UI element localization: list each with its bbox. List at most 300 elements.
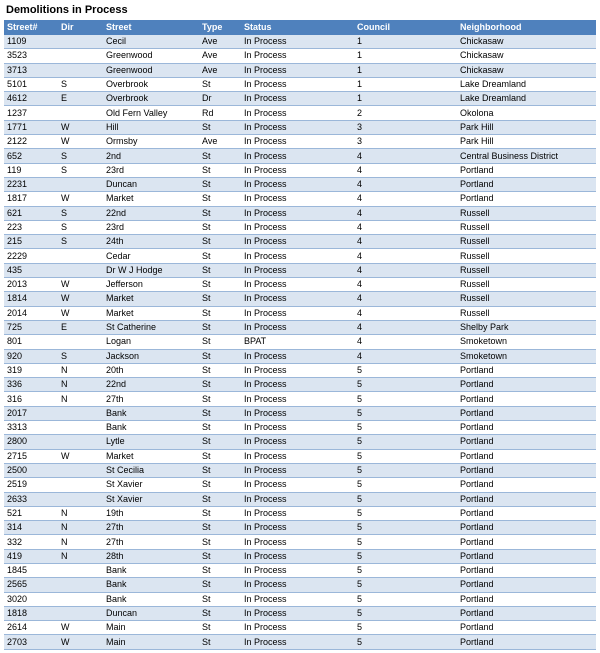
street-number-cell: 316	[4, 392, 58, 406]
column-header-dir: Dir	[58, 20, 103, 35]
status-cell: In Process	[241, 463, 354, 477]
street-cell: Bank	[103, 563, 199, 577]
dir-cell	[58, 592, 103, 606]
street-number-cell: 652	[4, 149, 58, 163]
status-cell: In Process	[241, 120, 354, 134]
neighborhood-cell: Portland	[457, 406, 596, 420]
street-number-cell: 435	[4, 263, 58, 277]
neighborhood-cell: Portland	[457, 492, 596, 506]
neighborhood-cell: Portland	[457, 521, 596, 535]
street-number-cell: 521	[4, 506, 58, 520]
neighborhood-cell: Chickasaw	[457, 63, 596, 77]
dir-cell: S	[58, 206, 103, 220]
neighborhood-cell: Russell	[457, 249, 596, 263]
status-cell: BPAT	[241, 335, 354, 349]
status-cell: In Process	[241, 421, 354, 435]
type-cell: Dr	[199, 92, 241, 106]
street-cell: Jackson	[103, 349, 199, 363]
table-row	[4, 406, 596, 420]
type-cell: St	[199, 306, 241, 320]
status-cell: In Process	[241, 106, 354, 120]
status-cell: In Process	[241, 235, 354, 249]
column-header-street: Street	[103, 20, 199, 35]
street-cell: Bank	[103, 578, 199, 592]
dir-cell	[58, 478, 103, 492]
status-cell: In Process	[241, 392, 354, 406]
table-row	[4, 349, 596, 363]
council-cell: 1	[354, 63, 457, 77]
dir-cell	[58, 421, 103, 435]
street-number-cell: 621	[4, 206, 58, 220]
neighborhood-cell: Portland	[457, 192, 596, 206]
street-number-cell: 319	[4, 363, 58, 377]
type-cell: St	[199, 220, 241, 234]
demolitions-table	[4, 20, 596, 650]
status-cell: In Process	[241, 149, 354, 163]
council-cell: 5	[354, 506, 457, 520]
council-cell: 5	[354, 478, 457, 492]
neighborhood-cell: Portland	[457, 392, 596, 406]
street-cell: Overbrook	[103, 92, 199, 106]
street-cell: Duncan	[103, 177, 199, 191]
street-number-cell: 419	[4, 549, 58, 563]
status-cell: In Process	[241, 478, 354, 492]
type-cell: St	[199, 378, 241, 392]
neighborhood-cell: Portland	[457, 506, 596, 520]
street-cell: Dr W J Hodge	[103, 263, 199, 277]
street-cell: 20th	[103, 363, 199, 377]
street-number-cell: 2014	[4, 306, 58, 320]
council-cell: 5	[354, 435, 457, 449]
status-cell: In Process	[241, 92, 354, 106]
status-cell: In Process	[241, 77, 354, 91]
neighborhood-cell: Park Hill	[457, 120, 596, 134]
dir-cell: W	[58, 120, 103, 134]
neighborhood-cell: Portland	[457, 163, 596, 177]
table-row	[4, 135, 596, 149]
council-cell: 5	[354, 521, 457, 535]
street-cell: Greenwood	[103, 63, 199, 77]
status-cell: In Process	[241, 306, 354, 320]
dir-cell	[58, 249, 103, 263]
dir-cell: W	[58, 192, 103, 206]
status-cell: In Process	[241, 249, 354, 263]
council-cell: 4	[354, 206, 457, 220]
dir-cell: N	[58, 392, 103, 406]
dir-cell	[58, 563, 103, 577]
table-row	[4, 578, 596, 592]
dir-cell	[58, 578, 103, 592]
street-number-cell: 2122	[4, 135, 58, 149]
type-cell: St	[199, 549, 241, 563]
neighborhood-cell: Portland	[457, 621, 596, 635]
street-number-cell: 1237	[4, 106, 58, 120]
street-cell: Old Fern Valley	[103, 106, 199, 120]
street-number-cell: 336	[4, 378, 58, 392]
table-row	[4, 535, 596, 549]
council-cell: 5	[354, 549, 457, 563]
street-cell: Logan	[103, 335, 199, 349]
neighborhood-cell: Portland	[457, 535, 596, 549]
council-cell: 4	[354, 292, 457, 306]
street-number-cell: 1814	[4, 292, 58, 306]
neighborhood-cell: Portland	[457, 549, 596, 563]
neighborhood-cell: Russell	[457, 263, 596, 277]
street-cell: Bank	[103, 421, 199, 435]
council-cell: 3	[354, 120, 457, 134]
street-cell: Cedar	[103, 249, 199, 263]
neighborhood-cell: Portland	[457, 635, 596, 649]
dir-cell: S	[58, 163, 103, 177]
street-cell: Greenwood	[103, 49, 199, 63]
street-number-cell: 1109	[4, 35, 58, 49]
street-number-cell: 2633	[4, 492, 58, 506]
type-cell: St	[199, 149, 241, 163]
street-cell: Market	[103, 449, 199, 463]
table-row	[4, 492, 596, 506]
type-cell: St	[199, 621, 241, 635]
street-number-cell: 3523	[4, 49, 58, 63]
neighborhood-cell: Chickasaw	[457, 49, 596, 63]
table-row	[4, 449, 596, 463]
type-cell: St	[199, 320, 241, 334]
status-cell: In Process	[241, 63, 354, 77]
status-cell: In Process	[241, 606, 354, 620]
dir-cell: S	[58, 220, 103, 234]
type-cell: St	[199, 449, 241, 463]
council-cell: 5	[354, 621, 457, 635]
table-row	[4, 206, 596, 220]
type-cell: St	[199, 335, 241, 349]
street-number-cell: 3713	[4, 63, 58, 77]
street-cell: 27th	[103, 535, 199, 549]
column-header-council: Council	[354, 20, 457, 35]
type-cell: St	[199, 492, 241, 506]
type-cell: St	[199, 463, 241, 477]
street-cell: 19th	[103, 506, 199, 520]
status-cell: In Process	[241, 406, 354, 420]
table-row	[4, 435, 596, 449]
dir-cell: E	[58, 320, 103, 334]
dir-cell	[58, 177, 103, 191]
council-cell: 5	[354, 535, 457, 549]
street-number-cell: 332	[4, 535, 58, 549]
status-cell: In Process	[241, 563, 354, 577]
council-cell: 1	[354, 49, 457, 63]
dir-cell: N	[58, 549, 103, 563]
column-header-neighborhood: Neighborhood	[457, 20, 596, 35]
neighborhood-cell: Portland	[457, 606, 596, 620]
neighborhood-cell: Portland	[457, 363, 596, 377]
status-cell: In Process	[241, 177, 354, 191]
page-title: Demolitions in Process	[6, 4, 128, 16]
table-row	[4, 392, 596, 406]
type-cell: St	[199, 235, 241, 249]
status-cell: In Process	[241, 592, 354, 606]
dir-cell	[58, 435, 103, 449]
status-cell: In Process	[241, 278, 354, 292]
council-cell: 1	[354, 92, 457, 106]
street-number-cell: 215	[4, 235, 58, 249]
type-cell: St	[199, 278, 241, 292]
header-row	[4, 20, 596, 35]
table-row	[4, 220, 596, 234]
table-row	[4, 263, 596, 277]
type-cell: St	[199, 349, 241, 363]
street-cell: 28th	[103, 549, 199, 563]
neighborhood-cell: Portland	[457, 449, 596, 463]
dir-cell: S	[58, 235, 103, 249]
table-row	[4, 335, 596, 349]
street-cell: Ormsby	[103, 135, 199, 149]
table-row	[4, 77, 596, 91]
neighborhood-cell: Shelby Park	[457, 320, 596, 334]
council-cell: 3	[354, 135, 457, 149]
dir-cell	[58, 63, 103, 77]
type-cell: St	[199, 249, 241, 263]
status-cell: In Process	[241, 320, 354, 334]
neighborhood-cell: Chickasaw	[457, 35, 596, 49]
type-cell: St	[199, 521, 241, 535]
street-number-cell: 2703	[4, 635, 58, 649]
council-cell: 4	[354, 235, 457, 249]
type-cell: St	[199, 292, 241, 306]
street-number-cell: 314	[4, 521, 58, 535]
council-cell: 5	[354, 392, 457, 406]
council-cell: 4	[354, 335, 457, 349]
status-cell: In Process	[241, 535, 354, 549]
street-number-cell: 920	[4, 349, 58, 363]
table-row	[4, 306, 596, 320]
dir-cell	[58, 35, 103, 49]
council-cell: 5	[354, 421, 457, 435]
street-cell: Hill	[103, 120, 199, 134]
neighborhood-cell: Portland	[457, 563, 596, 577]
street-cell: Duncan	[103, 606, 199, 620]
status-cell: In Process	[241, 363, 354, 377]
status-cell: In Process	[241, 49, 354, 63]
street-cell: 22nd	[103, 378, 199, 392]
council-cell: 4	[354, 263, 457, 277]
neighborhood-cell: Okolona	[457, 106, 596, 120]
dir-cell: N	[58, 378, 103, 392]
street-number-cell: 2715	[4, 449, 58, 463]
type-cell: St	[199, 578, 241, 592]
type-cell: St	[199, 263, 241, 277]
status-cell: In Process	[241, 621, 354, 635]
neighborhood-cell: Portland	[457, 578, 596, 592]
table-body	[4, 35, 596, 650]
dir-cell: W	[58, 449, 103, 463]
status-cell: In Process	[241, 263, 354, 277]
type-cell: St	[199, 363, 241, 377]
neighborhood-cell: Russell	[457, 206, 596, 220]
street-cell: 27th	[103, 392, 199, 406]
table-row	[4, 378, 596, 392]
type-cell: St	[199, 478, 241, 492]
council-cell: 5	[354, 578, 457, 592]
street-number-cell: 2519	[4, 478, 58, 492]
street-number-cell: 725	[4, 320, 58, 334]
status-cell: In Process	[241, 435, 354, 449]
street-number-cell: 119	[4, 163, 58, 177]
council-cell: 4	[354, 249, 457, 263]
status-cell: In Process	[241, 349, 354, 363]
neighborhood-cell: Smoketown	[457, 349, 596, 363]
street-cell: St Xavier	[103, 492, 199, 506]
table-row	[4, 163, 596, 177]
table-row	[4, 421, 596, 435]
council-cell: 5	[354, 449, 457, 463]
street-cell: Jefferson	[103, 278, 199, 292]
street-number-cell: 223	[4, 220, 58, 234]
type-cell: St	[199, 606, 241, 620]
street-number-cell: 5101	[4, 77, 58, 91]
neighborhood-cell: Russell	[457, 292, 596, 306]
type-cell: Ave	[199, 35, 241, 49]
street-number-cell: 2565	[4, 578, 58, 592]
council-cell: 5	[354, 492, 457, 506]
street-cell: Overbrook	[103, 77, 199, 91]
street-number-cell: 1845	[4, 563, 58, 577]
table-row	[4, 278, 596, 292]
type-cell: St	[199, 592, 241, 606]
neighborhood-cell: Portland	[457, 421, 596, 435]
type-cell: St	[199, 177, 241, 191]
table-row	[4, 606, 596, 620]
council-cell: 5	[354, 378, 457, 392]
street-number-cell: 801	[4, 335, 58, 349]
street-cell: 2nd	[103, 149, 199, 163]
council-cell: 5	[354, 463, 457, 477]
table-row	[4, 521, 596, 535]
type-cell: St	[199, 406, 241, 420]
council-cell: 4	[354, 349, 457, 363]
neighborhood-cell: Lake Dreamland	[457, 77, 596, 91]
street-cell: Market	[103, 192, 199, 206]
neighborhood-cell: Smoketown	[457, 335, 596, 349]
street-cell: St Catherine	[103, 320, 199, 334]
column-header-street-number: Street#	[4, 20, 58, 35]
type-cell: St	[199, 77, 241, 91]
dir-cell	[58, 49, 103, 63]
street-number-cell: 1818	[4, 606, 58, 620]
street-number-cell: 1817	[4, 192, 58, 206]
street-cell: Market	[103, 292, 199, 306]
table-row	[4, 563, 596, 577]
street-cell: Bank	[103, 592, 199, 606]
dir-cell: S	[58, 77, 103, 91]
type-cell: Ave	[199, 135, 241, 149]
street-number-cell: 3020	[4, 592, 58, 606]
street-cell: 23rd	[103, 163, 199, 177]
street-number-cell: 3313	[4, 421, 58, 435]
dir-cell: N	[58, 521, 103, 535]
street-cell: Bank	[103, 406, 199, 420]
table-row	[4, 192, 596, 206]
street-number-cell: 2229	[4, 249, 58, 263]
table-row	[4, 49, 596, 63]
type-cell: St	[199, 435, 241, 449]
dir-cell	[58, 335, 103, 349]
dir-cell	[58, 606, 103, 620]
table-row	[4, 149, 596, 163]
status-cell: In Process	[241, 521, 354, 535]
status-cell: In Process	[241, 578, 354, 592]
neighborhood-cell: Park Hill	[457, 135, 596, 149]
type-cell: Ave	[199, 63, 241, 77]
table-row	[4, 92, 596, 106]
neighborhood-cell: Central Business District	[457, 149, 596, 163]
neighborhood-cell: Portland	[457, 177, 596, 191]
table-row	[4, 506, 596, 520]
dir-cell: N	[58, 506, 103, 520]
dir-cell	[58, 463, 103, 477]
street-number-cell: 2013	[4, 278, 58, 292]
council-cell: 5	[354, 606, 457, 620]
street-cell: 24th	[103, 235, 199, 249]
dir-cell: W	[58, 135, 103, 149]
council-cell: 4	[354, 220, 457, 234]
council-cell: 4	[354, 192, 457, 206]
table-row	[4, 478, 596, 492]
type-cell: St	[199, 120, 241, 134]
table-row	[4, 177, 596, 191]
dir-cell: W	[58, 292, 103, 306]
street-number-cell: 2800	[4, 435, 58, 449]
council-cell: 4	[354, 306, 457, 320]
type-cell: St	[199, 192, 241, 206]
table-row	[4, 363, 596, 377]
dir-cell: S	[58, 149, 103, 163]
table-row	[4, 235, 596, 249]
status-cell: In Process	[241, 163, 354, 177]
council-cell: 1	[354, 77, 457, 91]
status-cell: In Process	[241, 220, 354, 234]
type-cell: St	[199, 206, 241, 220]
table-row	[4, 463, 596, 477]
type-cell: St	[199, 506, 241, 520]
street-number-cell: 4612	[4, 92, 58, 106]
street-number-cell: 2500	[4, 463, 58, 477]
street-cell: St Xavier	[103, 478, 199, 492]
dir-cell: W	[58, 621, 103, 635]
street-number-cell: 2231	[4, 177, 58, 191]
dir-cell: S	[58, 349, 103, 363]
column-header-status: Status	[241, 20, 354, 35]
status-cell: In Process	[241, 35, 354, 49]
street-number-cell: 1771	[4, 120, 58, 134]
status-cell: In Process	[241, 206, 354, 220]
type-cell: St	[199, 535, 241, 549]
neighborhood-cell: Portland	[457, 378, 596, 392]
dir-cell: E	[58, 92, 103, 106]
neighborhood-cell: Russell	[457, 235, 596, 249]
table-row	[4, 120, 596, 134]
neighborhood-cell: Russell	[457, 306, 596, 320]
table-row	[4, 592, 596, 606]
council-cell: 4	[354, 149, 457, 163]
table-row	[4, 549, 596, 563]
street-cell: Market	[103, 306, 199, 320]
status-cell: In Process	[241, 135, 354, 149]
council-cell: 4	[354, 278, 457, 292]
table-row	[4, 621, 596, 635]
status-cell: In Process	[241, 192, 354, 206]
dir-cell: W	[58, 635, 103, 649]
council-cell: 5	[354, 363, 457, 377]
table-row	[4, 63, 596, 77]
